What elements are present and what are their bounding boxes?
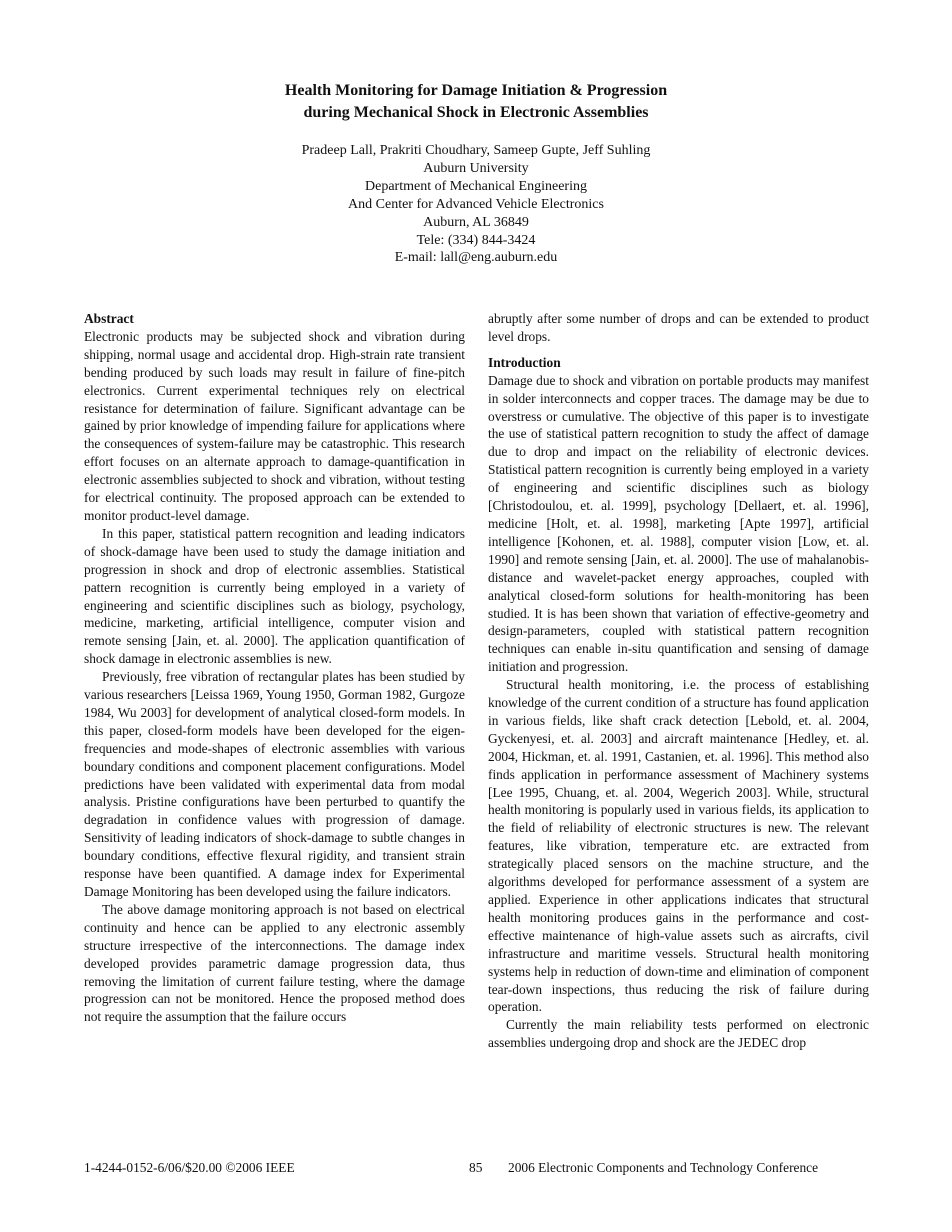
author-university: Auburn University xyxy=(423,160,529,176)
paper-title xyxy=(0,80,952,124)
title-line-2: during Mechanical Shock in Electronic Assemblies xyxy=(303,104,649,121)
author-telephone: Tele: (334) 844-3424 xyxy=(416,232,536,248)
title-line-1: Health Monitoring for Damage Initiation & Progression xyxy=(284,82,668,99)
footer-page-number: 85 xyxy=(469,1160,483,1175)
author-block xyxy=(0,142,952,267)
author-names: Pradeep Lall, Prakriti Choudhary, Sameep Gupte, Jeff Suhling xyxy=(301,143,651,158)
abstract-paragraph-4: The above damage monitoring approach is not based on electrical continuity and hence can be applied to any electronic assembly structure irrespective of the interconnections. The damage index developed provides parametric damage progression data, thus removing the limitation of current failure testing, where the damage progression can not be monitored. Hence the proposed method does not require the assumption that the failure occurs xyxy=(84,901,465,1025)
author-center: And Center for Advanced Vehicle Electronics xyxy=(348,196,604,212)
author-department: Department of Mechanical Engineering xyxy=(365,178,587,194)
footer-copyright: 1-4244-0152-6/06/$20.00 ©2006 IEEE xyxy=(84,1160,295,1175)
left-column xyxy=(84,310,465,1026)
author-email: E-mail: lall@eng.auburn.edu xyxy=(394,250,558,266)
author-location: Auburn, AL 36849 xyxy=(423,214,529,230)
right-column xyxy=(488,310,869,1052)
abstract-heading: Abstract xyxy=(84,311,134,326)
abstract-paragraph-4-continued: abruptly after some number of drops and can be extended to product level drops. xyxy=(488,311,869,344)
introduction-paragraph-1: Damage due to shock and vibration on portable products may manifest in solder interconnects and copper traces. The damage may be due to overstress or cumulative. The objective of this paper is to investigate the use of statistical pattern recognition to study the affect of damage due to drop and impact on the reliability of electronic devices. Statistical pattern recognition is currently being employed in a variety of engineering and scientific disciplines such as biology [Christodoulou, et. al. 1999], psychology [Dellaert, et. al. 1996], medicine [Holt, et. al. 1998], marketing [Apte 1997], artificial intelligence [Kohonen, et. al. 1988], computer vision [Low, et. al. 1990] and remote sensing [Jain, et. al. 2000]. The use of mahalanobis-distance and wavelet-packet energy approaches, coupled with analytical closed-form solutions for health-monitoring has been studied. It is has been shown that variation of effective-geometry and design-parameters, coupled with statistical pattern recognition techniques can enable in-situ quantification and sensing of damage initiation and progression. xyxy=(488,372,869,675)
abstract-paragraph-2: In this paper, statistical pattern recognition and leading indicators of shock-damage have been used to study the damage initiation and progression in shock and drop of electronic assemblies. Statistical pattern recognition is currently being employed in a variety of engineering and scientific disciplines such as biology, psychology, medicine, marketing, artificial intelligence, computer vision and remote sensing [Jain, et. al. 2000]. The application quantification of shock damage in electronic assemblies is new. xyxy=(84,525,465,667)
introduction-paragraph-2: Structural health monitoring, i.e. the process of establishing knowledge of the current condition of a structure has found application in various fields, like shaft crack detection [Lebold, et. al. 2004, Gyckenyesi, et. al. 2003] and aircraft maintenance [Hedley, et. al. 2004, Hickman, et. al. 1991, Castanien, et. al. 1996]. This method also finds application in performance assessment of Machinery systems [Lee 1995, Chuang, et. al. 2004, Wegerich 2003]. While, structural health monitoring is popularly used in various fields, its application to the field of reliability of electronic structures is new. The relevant features, like vibration, temperature etc. are extracted from strategically placed sensors on the machine structure, and the algorithms developed for performance assessment of a system are applied. Experience in other applications indicates that structural health monitoring produces gains in the performance and cost-effective maintenance of high-value assets such as aircrafts, civil infrastructure and maritime vessels. Structural health monitoring systems help in reduction of down-time and elimination of component tear-down inspections, thus reducing the risk of failure during operation. xyxy=(488,677,869,1015)
footer-conference: 2006 Electronic Components and Technology Conference xyxy=(508,1160,819,1175)
introduction-paragraph-3: Currently the main reliability tests performed on electronic assemblies undergoing drop and shock are the JEDEC drop xyxy=(488,1017,869,1051)
abstract-paragraph-3: Previously, free vibration of rectangular plates has been studied by various researchers [Leissa 1969, Young 1950, Gorman 1982, Gurgoze 1984, Wu 2003] for development of analytical closed-form models. In this paper, closed-form models have been developed for the eigen-frequencies and mode-shapes of electronic assemblies with various boundary conditions and component placement configurations. Model predictions have been validated with experimental data from modal analysis. Pristine configurations have been perturbed to quantify the degradation in confidence values with progression of damage. Sensitivity of leading indicators of shock-damage to subtle changes in boundary conditions, effective flexural rigidity, and transient strain response have been quantified. A damage index for Experimental Damage Monitoring has been developed using the failure indicators. xyxy=(84,669,465,899)
abstract-paragraph-1: Electronic products may be subjected shock and vibration during shipping, normal usage and accidental drop. High-strain rate transient bending produced by such loads may result in failure of fine-pitch electronics. Current experimental techniques rely on electrical resistance for determination of failure. Significant advantage can be gained by prior knowledge of impending failure for applications where the consequences of system-failure may be catastrophic. This research effort focuses on an alternate approach to damage-quantification in electronic assemblies subjected to shock and vibration, without testing for electrical continuity. The proposed approach can be extended to monitor product-level damage. xyxy=(84,328,465,523)
introduction-heading: Introduction xyxy=(488,354,561,370)
